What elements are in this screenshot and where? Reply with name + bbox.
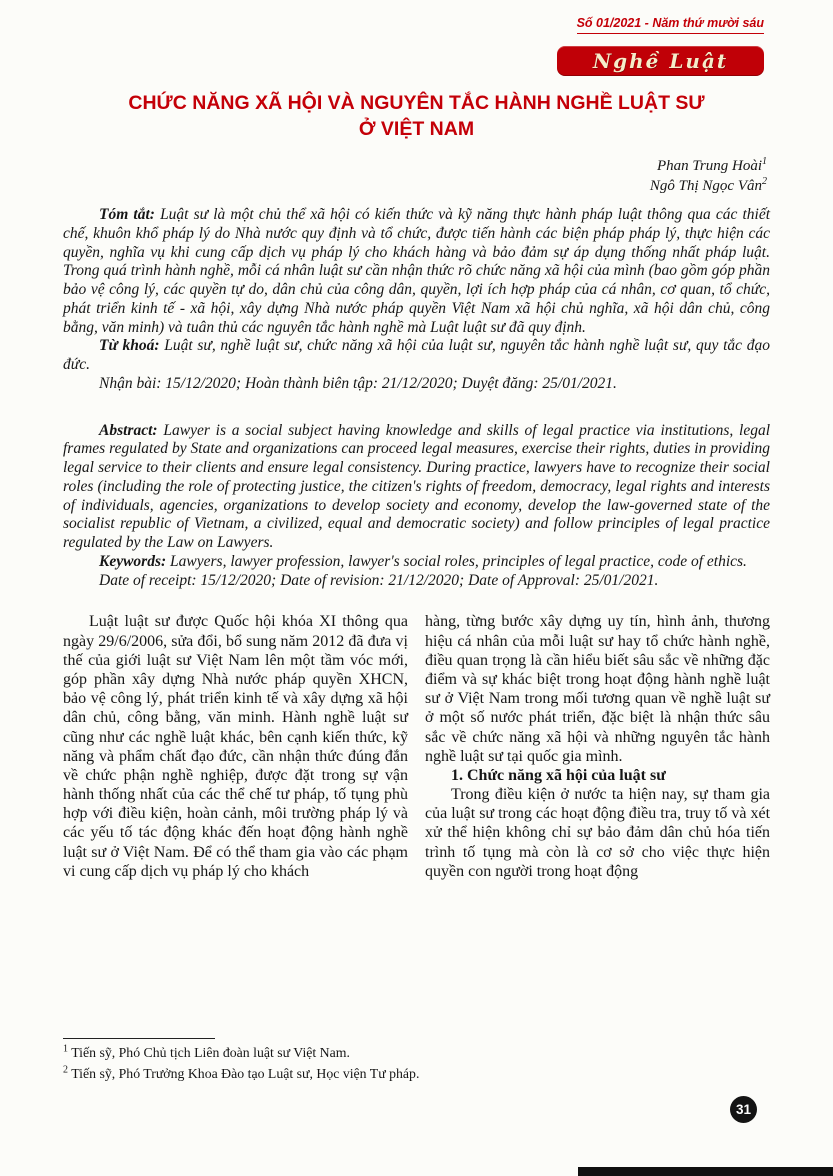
keywords-label: Keywords: <box>99 552 167 570</box>
abstract-label: Abstract: <box>99 421 158 439</box>
footnote <box>63 1064 603 1085</box>
footnote-divider <box>63 1038 215 1039</box>
author-name: Ngô Thị Ngọc Vân <box>649 177 762 194</box>
keywords-label: Từ khoá: <box>99 337 160 355</box>
author-name: Phan Trung Hoài <box>656 157 762 174</box>
page-number-badge: 31 <box>730 1096 757 1123</box>
author-line <box>66 176 767 196</box>
footnote-text: Tiến sỹ, Phó Trưởng Khoa Đào tạo Luật sư, Học viện Tư pháp. <box>71 1065 420 1081</box>
keywords-text: Luật sư, nghề luật sư, chức năng xã hội của luật sư, nguyên tắc hành nghề luật sư, quy tắc đạo đức. <box>63 337 770 374</box>
dates-line: Date of receipt: 15/12/2020; Date of revision: 21/12/2020; Date of Approval: 25/01/2021. <box>99 571 659 589</box>
author-line <box>66 156 767 176</box>
body-right-column <box>425 612 770 881</box>
body-paragraph: Trong điều kiện ở nước ta hiện nay, sự tham gia của luật sư trong các hoạt động điều tra, truy tố và xét xử thể hiện không chỉ sự bảo đảm dân chủ hóa tiến trình tố tụng mà còn là cơ sở cho việc thực hiện quyền con người trong hoạt động <box>425 786 771 880</box>
author-footnote-marker: 2 <box>762 175 767 187</box>
footnote-marker: 2 <box>63 1064 68 1076</box>
abstract-text: Luật sư là một chủ thể xã hội có kiến thức và kỹ năng thực hành pháp luật thông qua các thiết chế, khuôn khổ pháp lý do Nhà nước quy định và tổ chức, được tiến hành các biện pháp pháp lý, thực hiện các quyền, nghĩa vụ khi cung cấp dịch vụ pháp lý cho khách hàng và bảo đảm sự áp dụng thống nhất pháp luật. Trong quá trình hành nghề, mỗi cá nhân luật sư cần nhận thức rõ chức năng xã hội của mình (bao gồm góp phần bảo vệ công lý, các quyền tự do, dân chủ của công dân, quyền, lợi ích hợp pháp của cá nhân, cơ quan, tổ chức, phát triển kinh tế - xã hội, xây dựng Nhà nước pháp quyền Việt Nam xã hội chủ nghĩa, xã hội dân chủ, công bằng, văn minh) và tuân thủ các nguyên tắc hành nghề mà Luật luật sư đã quy định. <box>63 206 770 336</box>
author-footnote-marker: 1 <box>762 155 767 167</box>
author-block <box>66 156 767 197</box>
abstract-text: Lawyer is a social subject having knowledge and skills of legal practice via institutions, legal frames regulated by State and organizations can proceed legal measures, exercise their rights, duties in providing legal service to their clients and ensure legal consistency. During practice, lawyers have to recognize their social roles (including the role of protecting justice, the citizen's rights of freedom, democracy, legal rights and interests of individuals, agencies, organizations to develop society and economy, develop the law-governed state of the socialist republic of Vietnam, a civilized, equal and democratic society) and follow principles of legal practice regulated by the Law on Lawyers. <box>63 421 771 552</box>
footnotes <box>63 1038 603 1084</box>
english-abstract <box>63 422 770 591</box>
body-left-column <box>63 612 408 881</box>
keywords-paragraph <box>63 553 770 572</box>
issue-line: Số 01/2021 - Năm thứ mười sáu <box>577 16 764 34</box>
keywords-paragraph <box>63 337 770 375</box>
journal-name: Nghề Luật <box>592 49 729 73</box>
abstract-paragraph <box>63 422 770 553</box>
footnote-text: Tiến sỹ, Phó Chủ tịch Liên đoàn luật sư Việt Nam. <box>71 1045 350 1060</box>
body-columns <box>63 612 770 881</box>
footnote <box>63 1043 603 1064</box>
vietnamese-abstract <box>63 206 770 394</box>
journal-banner <box>557 46 764 76</box>
body-paragraph-continuation: hàng, từng bước xây dựng uy tín, hình ảnh, thương hiệu cá nhân của mỗi luật sư hay tổ chức hành nghề, điều quan trọng là cần hiểu biết sâu sắc về những đặc điểm và sự khác biệt trong hoạt động hành nghề luật sư ở Việt Nam trong mối tương quan về nghề luật sư ở một số nước phát triển, đặc biệt là nhận thức sâu sắc về chức năng xã hội và những nguyên tắc hành nghề luật sư tại quốc gia mình. <box>425 613 770 765</box>
body-paragraph: Luật luật sư được Quốc hội khóa XI thông qua ngày 29/6/2006, sửa đổi, bổ sung năm 2012 đã đưa vị thế của giới luật sư Việt Nam lên một tầm vóc mới, góp phần xây dựng Nhà nước pháp quyền XHCN, bảo vệ công lý, phát triển kinh tế và xây dựng xã hội dân chủ, công bằng, văn minh. Hành nghề luật sư cũng như các nghề luật khác, bên cạnh kiến thức, kỹ năng và phẩm chất đạo đức, cần nhận thức đúng đắn về chức phận nghề nghiệp, được đặt trong sự vận hành thống nhất của các thể chế tư pháp, tố tụng phù hợp với điều kiện, hoàn cảnh, môi trường pháp lý và các yếu tố tác động khác đến hoạt động hành nghề luật sư ở Việt Nam. Để có thể tham gia vào các phạm vi cung cấp dịch vụ pháp lý cho khách <box>63 613 408 880</box>
article-title <box>92 90 741 143</box>
footer-bar <box>578 1167 833 1176</box>
article-title-line1: CHỨC NĂNG XÃ HỘI VÀ NGUYÊN TẮC HÀNH NGHỀ LUẬT SƯ <box>128 92 705 114</box>
footnote-marker: 1 <box>63 1043 68 1055</box>
article-title-line2: Ở VIỆT NAM <box>358 118 475 141</box>
section-heading: 1. Chức năng xã hội của luật sư <box>451 766 666 784</box>
keywords-text: Lawyers, lawyer profession, lawyer's social roles, principles of legal practice, code of ethics. <box>170 552 747 570</box>
dates-line: Nhận bài: 15/12/2020; Hoàn thành biên tập: 21/12/2020; Duyệt đăng: 25/01/2021. <box>99 374 617 392</box>
abstract-paragraph <box>63 206 770 337</box>
abstract-label: Tóm tắt: <box>99 206 155 224</box>
